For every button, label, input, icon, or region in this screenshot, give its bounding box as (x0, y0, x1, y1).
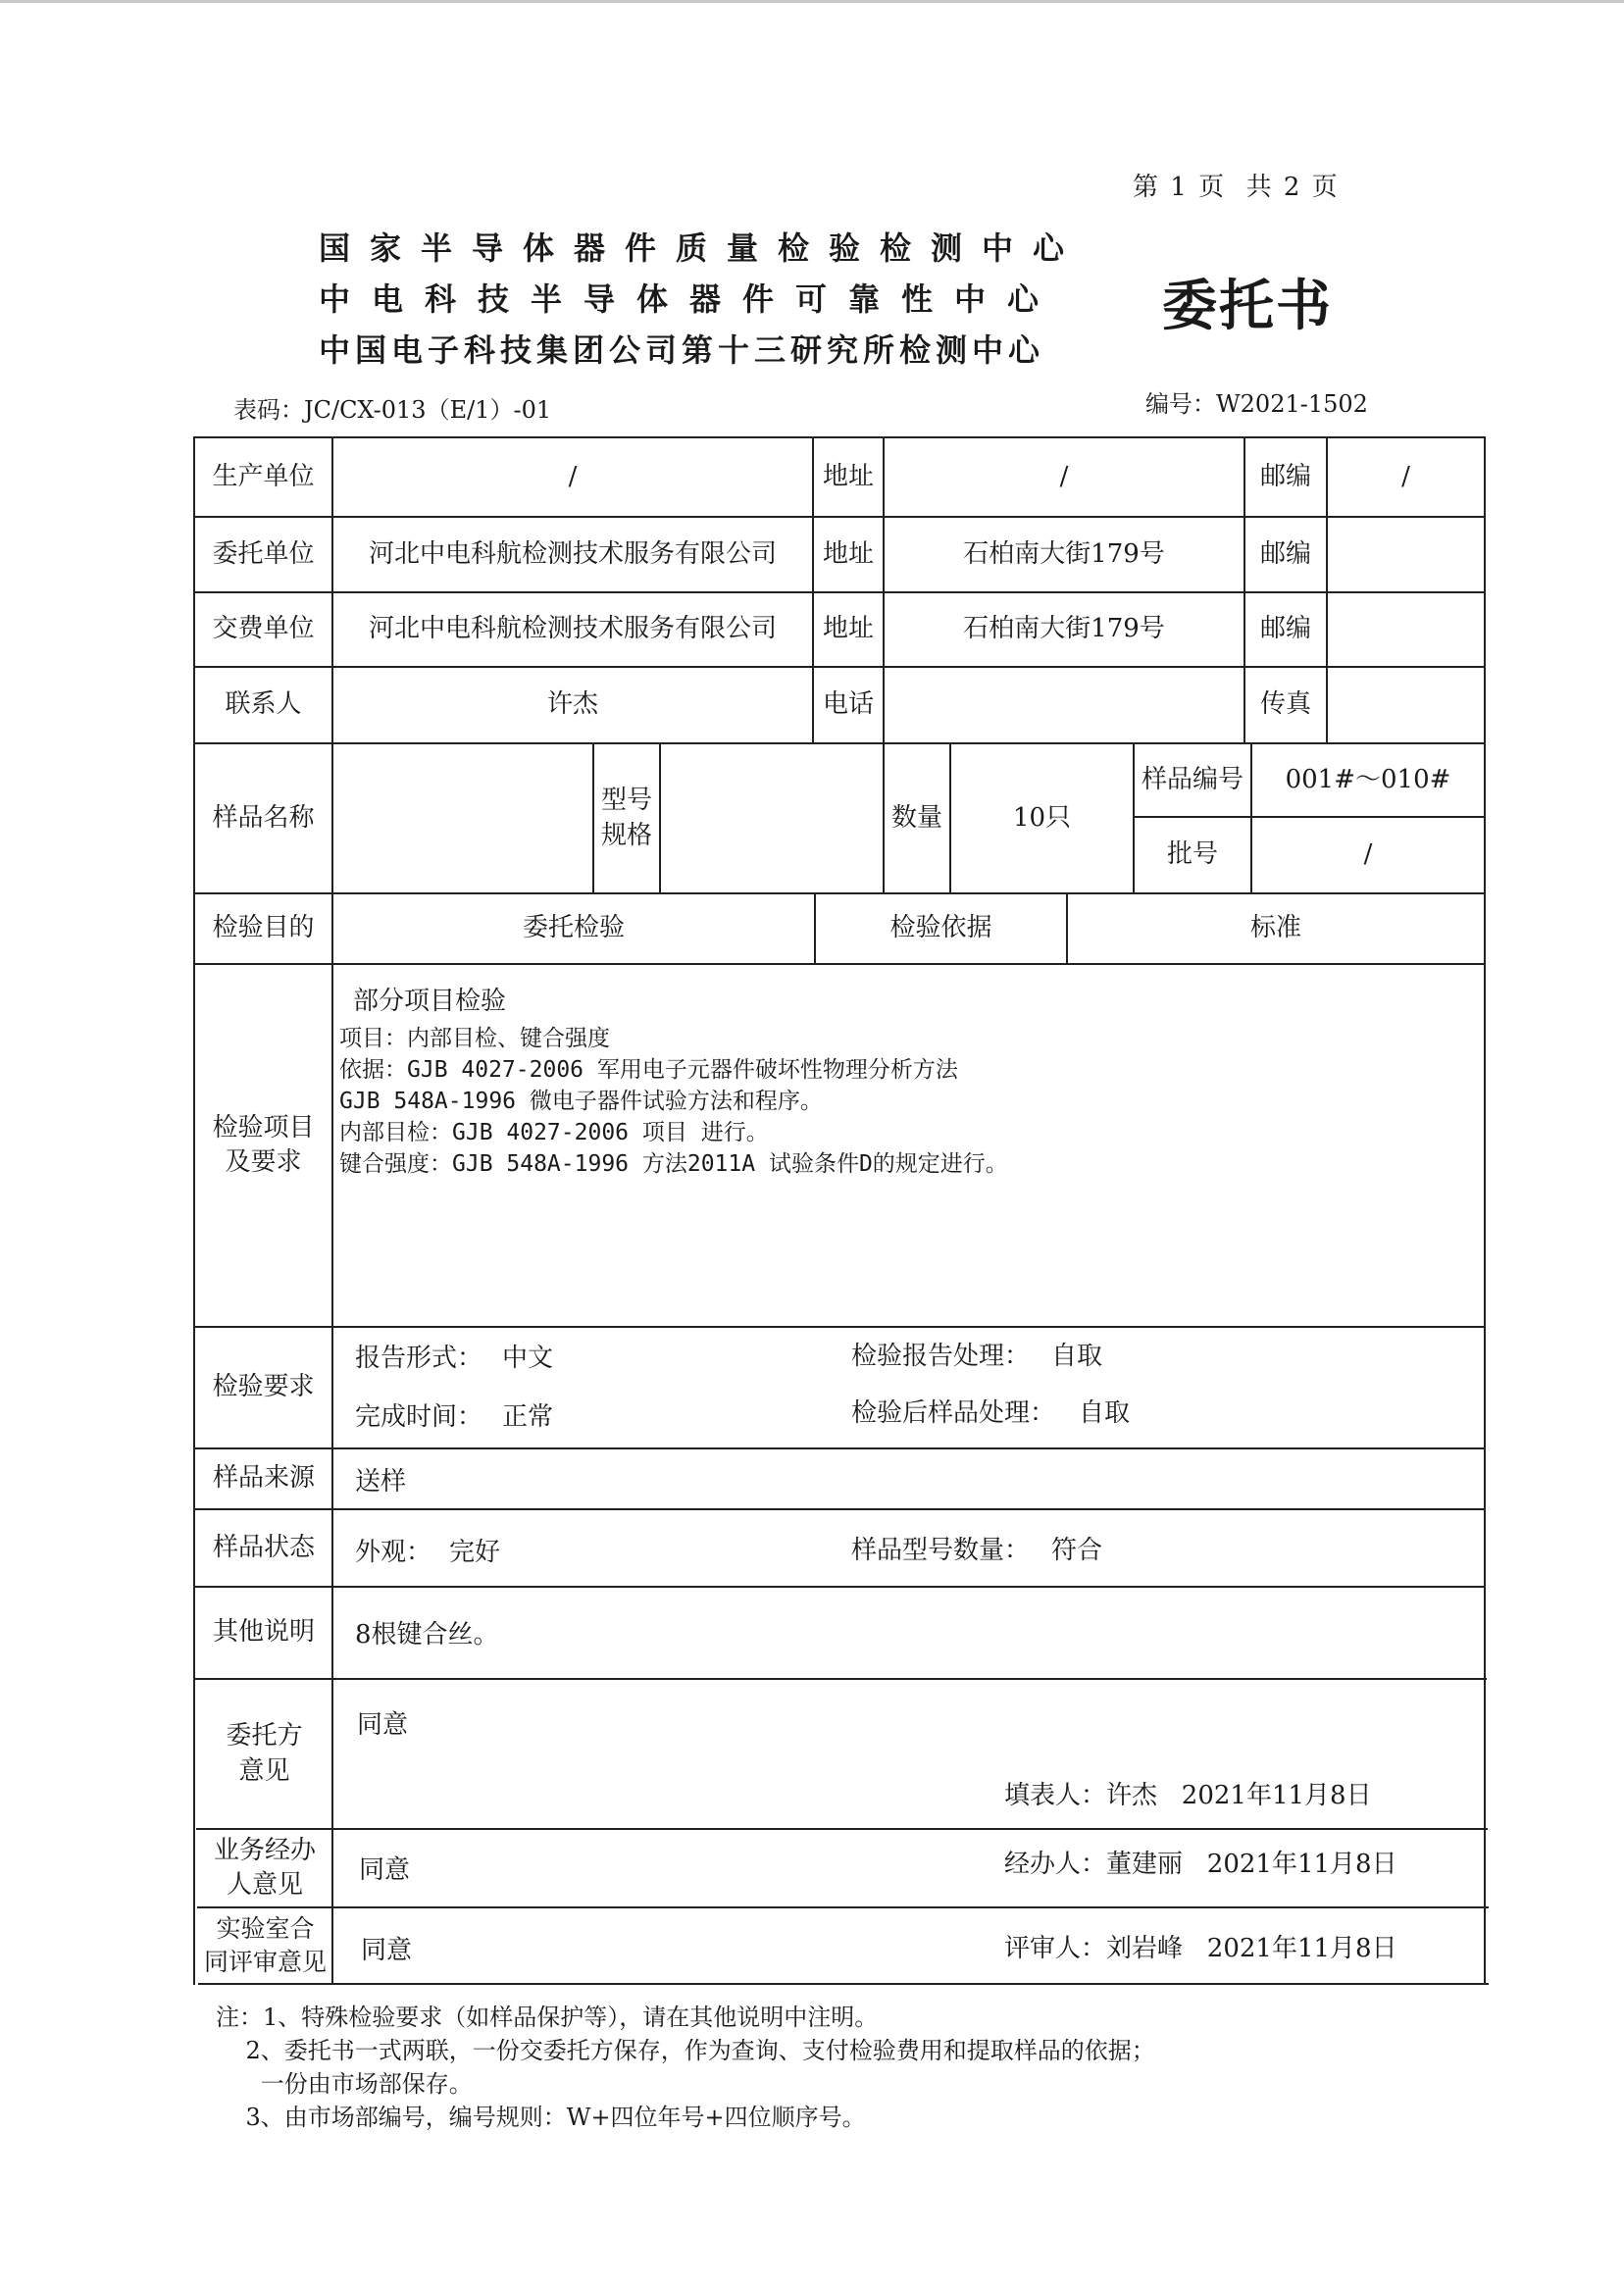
batch-label: 批号 (1166, 839, 1218, 870)
agent-opinion-signature: 经办人：董建丽 2021年11月8日 (1004, 1850, 1397, 1879)
phone-value (885, 668, 1243, 742)
sample-number-label: 样品编号 (1141, 764, 1243, 794)
producer-zip-value: / (1401, 461, 1410, 491)
agent-opinion-label: 业务经办 人意见 (213, 1835, 316, 1900)
requirements-label: 检验要求 (212, 1372, 315, 1402)
payer-label: 交费单位 (212, 614, 315, 644)
quantity-label: 数量 (890, 802, 942, 833)
completion-time-label: 完成时间： (355, 1402, 483, 1432)
batch-value: / (1363, 839, 1373, 870)
sample-handling-value: 自取 (1079, 1398, 1131, 1428)
payer-zip-label: 邮编 (1259, 614, 1311, 644)
scan-edge (0, 0, 1624, 3)
model-spec-value (661, 744, 883, 892)
report-form-value: 中文 (502, 1344, 554, 1373)
org-name-1: 国家半导体器件质量检验检测中心 (319, 229, 1085, 267)
client-value: 河北中电科航检测技术服务有限公司 (368, 538, 777, 569)
lab-review-signature: 评审人：刘岩峰 2021年11月8日 (1004, 1934, 1397, 1963)
appearance-label: 外观： (355, 1538, 432, 1567)
lab-review-label: 实验室合 同评审意见 (203, 1914, 327, 1976)
payer-address-label: 地址 (822, 614, 874, 644)
model-qty-match-value: 符合 (1051, 1536, 1103, 1565)
contact-label: 联系人 (225, 689, 302, 720)
model-spec-label: 型号 规格 (600, 786, 652, 850)
org-name-2: 中电科技半导体器件可靠性中心 (319, 280, 1061, 318)
client-opinion-signature: 填表人：许杰 2021年11月8日 (1004, 1781, 1372, 1810)
client-address-value: 石柏南大街179号 (963, 538, 1165, 569)
sample-number-value: 001#～010# (1285, 764, 1451, 794)
client-zip-label: 邮编 (1259, 538, 1311, 569)
sample-name-value (333, 744, 592, 892)
fax-label: 传真 (1259, 689, 1311, 720)
report-handling-label: 检验报告处理： (851, 1342, 1031, 1371)
sample-state-label: 样品状态 (212, 1532, 315, 1562)
document-title: 委托书 (1162, 275, 1333, 338)
org-name-3: 中国电子科技集团公司第十三研究所检测中心 (319, 331, 1045, 369)
payer-value: 河北中电科航检测技术服务有限公司 (368, 614, 777, 644)
client-zip-value (1328, 518, 1484, 591)
producer-zip-label: 邮编 (1259, 461, 1311, 491)
fax-value (1328, 668, 1484, 742)
page-number: 第 1 页 共 2 页 (1133, 173, 1340, 202)
payer-zip-value (1328, 593, 1484, 666)
phone-label: 电话 (822, 689, 874, 720)
basis-value: 标准 (1249, 913, 1301, 943)
appearance-value: 完好 (449, 1538, 501, 1567)
serial-number: 编号：W2021-1502 (1145, 390, 1368, 418)
producer-value: / (568, 461, 578, 491)
test-items-line: 依据：GJB 4027-2006 军用电子元器件破坏性物理分析方法 (339, 1057, 958, 1083)
report-handling-value: 自取 (1051, 1342, 1103, 1371)
purpose-value: 委托检验 (522, 913, 625, 943)
sample-source-label: 样品来源 (212, 1463, 315, 1494)
report-form-label: 报告形式： (355, 1344, 483, 1373)
client-address-label: 地址 (822, 538, 874, 569)
contact-value: 许杰 (546, 689, 598, 720)
sample-handling-label: 检验后样品处理： (851, 1398, 1056, 1428)
model-qty-match-label: 样品型号数量： (851, 1536, 1031, 1565)
footnotes: 注：1、特殊检验要求（如样品保护等），请在其他说明中注明。 2、委托书一式两联，一份交委托方保存，作为查询、支付检验费用和提取样品的依据； 一份由市场部保存。 3、由市场部编号，编号规则：W+四位年号+四位顺序号。 (216, 2004, 1155, 2131)
client-opinion-value: 同意 (357, 1710, 409, 1740)
producer-address-value: / (1059, 461, 1069, 491)
test-items-line: 内部目检：GJB 4027-2006 项目 进行。 (339, 1120, 769, 1145)
agent-opinion-value: 同意 (359, 1855, 411, 1885)
test-items-line: 部分项目检验 (353, 987, 507, 1016)
producer-label: 生产单位 (212, 461, 315, 491)
client-label: 委托单位 (212, 538, 315, 569)
test-items-line: GJB 548A-1996 微电子器件试验方法和程序。 (339, 1089, 823, 1114)
other-notes-label: 其他说明 (212, 1617, 315, 1648)
test-items-label: 检验项目 及要求 (212, 1112, 315, 1177)
payer-address-value: 石柏南大街179号 (963, 614, 1165, 644)
completion-time-value: 正常 (502, 1402, 554, 1432)
purpose-label: 检验目的 (212, 913, 315, 943)
other-notes-value: 8根键合丝。 (355, 1620, 499, 1650)
form-code: 表码：JC/CX-013（E/1）-01 (233, 396, 552, 424)
sample-name-label: 样品名称 (212, 802, 315, 833)
basis-label: 检验依据 (889, 913, 992, 943)
test-items-line: 项目：内部目检、键合强度 (339, 1026, 610, 1051)
quantity-value: 10只 (1012, 802, 1072, 833)
test-items-line: 键合强度：GJB 548A-1996 方法2011A 试验条件D的规定进行。 (339, 1151, 1008, 1177)
client-opinion-label: 委托方 意见 (226, 1721, 303, 1786)
sample-source-value: 送样 (355, 1467, 407, 1497)
lab-review-value: 同意 (361, 1936, 413, 1965)
producer-address-label: 地址 (822, 461, 874, 491)
